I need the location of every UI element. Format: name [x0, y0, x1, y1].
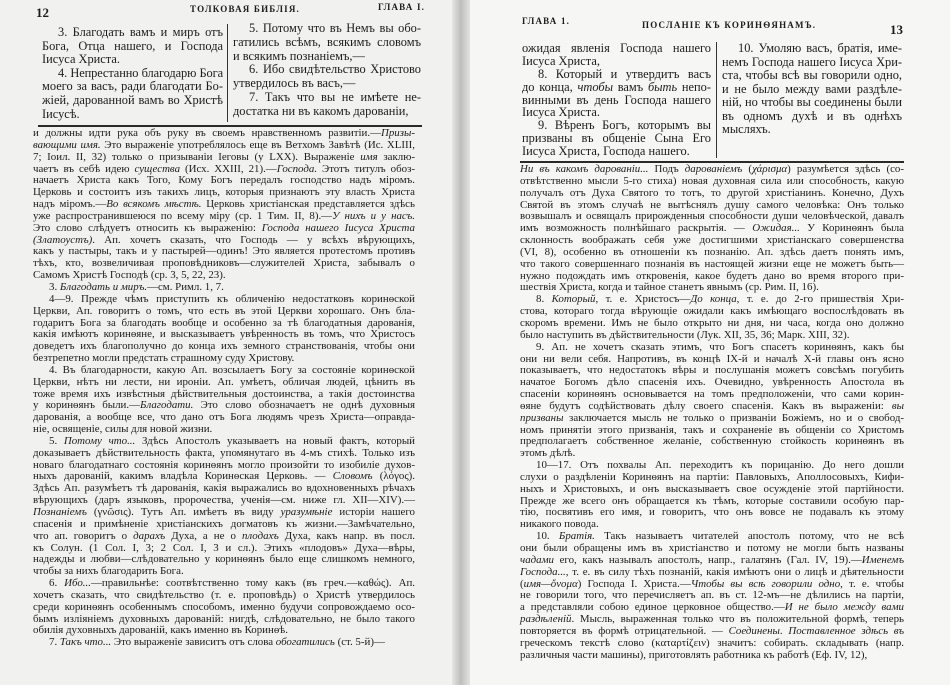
text-line: [233, 22, 421, 36]
text-run: 3. Благодать вамъ и миръ отъ: [58, 25, 223, 39]
text-run: склонность воображать себя уже достигшими христіанскаго совершенства: [520, 234, 904, 247]
text-run: доведетъ ихъ благополучно до конца ихъ земного странствованія, чтобы они: [33, 340, 415, 353]
text-run: Это слово обозначаетъ не однѣ духовныя: [193, 399, 415, 412]
text-run: различныя части машины), приготовлять работника къ работѣ (Еф. IV, 12),: [520, 648, 868, 661]
text-run: Это выраженіе употреблялось еще въ Ветхомъ Завѣтѣ (Ис. XLIII,: [100, 138, 415, 151]
text-run: , т. е. до 2-го пришествія Хри-: [736, 293, 904, 306]
text-run: Самомъ Христѣ Господѣ (ср. 3, 5, 22, 23).: [33, 269, 226, 282]
italic-term: раздѣленій: [520, 613, 572, 626]
text-run: Бога, Отца нашего, и Господа: [42, 38, 223, 53]
italic-term: вы: [891, 399, 904, 412]
text-run: его, какъ называлъ апостолъ, напр., галатянъ (Гал. IV, 19).—: [554, 553, 862, 566]
text-run: среди коринѳянъ особеннымъ способомъ, именно будучи сопровождаемо осо-: [33, 600, 415, 613]
text-run: у коринѳянъ были.—: [33, 399, 141, 412]
italic-term: имя: [360, 150, 378, 163]
text-run: стова, котораго тогда вѣрующіе ожидали какъ имѣющаго воспослѣдовать въ: [520, 305, 904, 318]
running-title: ТОЛКОВАЯ БИБЛІЯ.: [190, 4, 300, 14]
text-run: тѣхъ, кто, возвеличивая проповѣдниковъ—служителей Христа, забывалъ о: [33, 257, 415, 270]
paragraph: [33, 637, 415, 649]
text-run: Это слово слѣдуетъ относить къ выраженію:: [33, 221, 262, 234]
text-run: спасеніи коринѳянъ основывается на томъ предположеніи, что сами корин-: [520, 388, 904, 401]
text-run: въ одномъ духѣ и въ однѣхъ: [722, 108, 902, 123]
text-run: хочетъ сказать, что свидѣтельство (т. е. проповѣдь) о Христѣ утвердилось: [33, 588, 415, 601]
text-run: достатка ни въ какомъ дарованіи,: [233, 103, 409, 118]
text-run: 7.: [49, 636, 60, 649]
verse-column-left: [42, 26, 223, 121]
italic-term: призваны: [520, 411, 564, 424]
text-line: [42, 94, 223, 108]
text-run: 4. Въ благодарности, какую Ап. возсылаетъ Богу за состояніе коринѳской: [49, 363, 415, 376]
italic-term: Соединены: [728, 624, 780, 637]
text-run: а представляли собою единое церковное общество.—: [520, 601, 785, 614]
text-run: что ап. говоритъ о: [33, 529, 134, 542]
italic-term: чтобы: [577, 79, 613, 94]
text-run: не говорили того, что перечисляетъ ап. въ ст. 12-мъ—не дѣлились на партіи,: [520, 589, 904, 602]
text-run: Прежде же всего онъ обращается къ тѣмъ, которые составили особую пар-: [520, 494, 904, 507]
text-run: .: [779, 624, 783, 637]
text-run: новаго благодатнаго состоянія коринѳянъ могло произойти то изобиліе духов-: [33, 458, 415, 471]
text-run: (Исх. XXIII, 21).—: [180, 162, 277, 175]
italic-term: Такъ что...: [59, 636, 112, 649]
text-run: жіей, дарованной вамъ во Христѣ: [42, 92, 223, 107]
text-run: скоромъ времени. Имъ не было открыто ни дня, ни часа, когда оно должно: [520, 316, 904, 329]
text-run: было наступить въ дѣйствительности (Лук. XII, 35, 36; Марк. XIII, 32).: [520, 328, 850, 341]
text-run: заключается мысль не только о призваніи Божіемъ, но и о свобод-: [563, 411, 904, 424]
text-line: [233, 36, 421, 50]
text-run: повторяется въ формѣ отрицательной. —: [520, 624, 729, 637]
text-run: получалъ отъ Духа Святого то тотъ, то другой христіанинъ. Конечно, Духъ: [520, 186, 904, 199]
text-run: ожидая явленія Господа нашего: [522, 41, 711, 55]
text-run: 10. Умоляю васъ, братія, име-: [738, 41, 902, 55]
italic-term: обогатились: [275, 636, 335, 649]
text-run: винными въ день Господа нашего: [522, 92, 711, 107]
text-line: [233, 50, 421, 64]
text-run: . Мысль, выраженная только что въ положительной формѣ, теперь: [571, 613, 904, 626]
text-run: (: [520, 577, 524, 590]
paragraph: [233, 63, 421, 91]
text-run: Іисусѣ.: [42, 106, 80, 121]
text-run: 6.: [49, 577, 65, 590]
italic-term: Во всякомъ мѣстѣ.: [106, 198, 202, 211]
text-run: надъ міромъ.—: [33, 198, 107, 211]
text-run: дарованія, а вообще все, что дано отъ Бога людямъ чрезъ Христа—оправда-: [33, 411, 415, 424]
text-run: возвышалъ и освящалъ прирожденныя способности души человѣческой, давалъ: [520, 210, 904, 223]
text-run: призваны въ общеніе Сына Его: [522, 131, 711, 146]
paragraph: [522, 68, 711, 120]
text-line: [42, 67, 223, 81]
running-title: ПОСЛАНІЕ КЪ КОРИНѲЯНАМЪ.: [642, 20, 817, 30]
text-run: шествія Христа, когда и тайное станетъ явнымъ (ср. Рим. II, 16).: [520, 281, 819, 294]
text-run: —см. Римл. 1, 7.: [147, 280, 224, 293]
text-run: ) Господа I. Христа.—: [577, 577, 691, 590]
text-run: (ст. 5-й)—: [334, 636, 385, 649]
text-run: 9. Ап. не хочетъ сказать этимъ, что Богъ спасетъ коринѳянъ, какъ бы: [536, 340, 904, 353]
paragraph: [520, 531, 904, 661]
text-run: какъ у пастыры, такъ и у пастырей—одинъ! Это является протестомъ противъ: [33, 245, 415, 258]
paragraph: [233, 91, 421, 119]
text-run: ніе, освященіе, силы для новой жизни.: [33, 423, 213, 436]
text-run: гатились всѣмъ, всякимъ словомъ: [233, 34, 421, 49]
italic-term: имя—ὄνομα: [523, 577, 578, 590]
italic-term: Познаніемъ: [33, 506, 87, 518]
italic-term: Именемъ: [861, 553, 904, 566]
italic-term: Ни въ какомъ дарованіи...: [520, 163, 649, 175]
italic-term: Чтобы вы всѣ говорили одно: [690, 577, 841, 590]
text-run: уже распространившеюся по всему міру (ср. 1 Тим. II, 8).—: [33, 209, 333, 222]
chapter-heading: ГЛАВА 1.: [522, 16, 571, 26]
text-run: номъ принятіи этого призванія, такъ и сохраненіе въ общеніи со Христомъ: [520, 423, 904, 436]
italic-term: (Златоустъ): [33, 233, 93, 246]
commentary-text: [33, 128, 415, 649]
text-run: ѳяне будутъ содѣйствовать дѣлу своего спасенія. Какъ въ выраженіи:: [520, 399, 892, 412]
text-run: Духа, какъ напр. въ посл.: [278, 529, 415, 542]
text-run: Здѣсь Апостолъ указываетъ на новый фактъ, который: [135, 434, 415, 447]
text-line: [722, 83, 902, 97]
text-run: Церкви, нѣтъ ни лести, ни ироніи. Ап. умѣетъ, обличая людей, цѣнить въ: [33, 375, 415, 388]
italic-term: χάρισμα: [752, 163, 788, 175]
text-run: нужно подождать имъ откровенія, какое будетъ дано во время второго при-: [520, 269, 904, 282]
text-run: Духа, а не о: [165, 529, 242, 542]
text-run: исторіи нашего: [332, 506, 415, 518]
text-line: [520, 436, 904, 448]
text-run: , т. е. чтобы: [840, 577, 904, 590]
italic-term: Благодать и миръ.: [59, 280, 148, 293]
text-run: Іисуса Христа,: [522, 53, 600, 68]
text-run: 7. Такъ что вы не имѣете не-: [249, 89, 421, 104]
text-line: [233, 77, 421, 91]
text-run: 8.: [536, 293, 552, 306]
text-run: 4—9. Прежде чѣмъ приступить къ обличенію недостатковъ коринѳской: [49, 292, 415, 305]
text-run: —правильнѣе: соотвѣтственно тому какъ (въ греч.—καθώς). Ап.: [90, 577, 416, 590]
column-divider: [227, 24, 228, 122]
paragraph: [520, 460, 904, 531]
paragraph: [722, 42, 902, 137]
italic-term: вающими имя.: [33, 138, 101, 151]
italic-term: И не было между вами: [784, 601, 904, 614]
paragraph: [33, 128, 415, 282]
text-run: чтобы за нихъ благодарить Бога.: [33, 565, 184, 578]
paragraph: [520, 342, 904, 460]
italic-term: У нихъ и у насъ.: [332, 209, 415, 222]
text-run: Іисуса Христа, Господа нашего.: [522, 144, 690, 159]
text-run: они ни вели себя. Напротивъ, въ концѣ IX-й и началѣ X-й главы онъ ясно: [520, 352, 904, 365]
italic-term: Господа нашего Іисуса Христа: [261, 221, 416, 234]
paragraph: [42, 26, 223, 67]
italic-term: Господа...: [520, 565, 566, 578]
text-line: [233, 91, 421, 105]
text-run: непо-: [677, 79, 711, 94]
paragraph: [33, 578, 415, 637]
text-run: этомъ дѣлѣ.: [520, 447, 576, 460]
text-run: тію, посвятивъ его имя, и говоритъ, что онъ вовсе не подавалъ къ этому: [520, 506, 904, 519]
italic-term: дарахъ: [133, 529, 166, 542]
italic-term: уразумѣніе: [280, 506, 333, 518]
text-run: . Ап. хочетъ сказать, что Господь — у всѣхъ вѣрующихъ,: [92, 233, 415, 246]
text-run: что такого совершеннаго познанія въ настоящей жизни еще не можетъ быть—: [520, 257, 904, 270]
text-line: [42, 26, 223, 40]
text-run: никакого повода.: [520, 518, 599, 531]
left-page: [0, 0, 458, 685]
text-line: [42, 53, 223, 67]
italic-term: Который: [551, 293, 596, 306]
paragraph: [522, 42, 711, 68]
text-run: 9. Вѣренъ Богъ, которымъ вы: [538, 118, 711, 133]
text-run: до конца,: [522, 79, 578, 94]
text-run: Святой въ этомъ случаѣ не вытѣснялъ душу самого человѣка: Онъ только: [520, 198, 904, 211]
text-line: [722, 123, 902, 137]
text-run: и должны идти рука объ руку въ своемъ нравственномъ развитіи.—: [33, 127, 381, 139]
text-run: Іисуса Христа.: [522, 105, 600, 120]
text-run: 10—17. Отъ похвалы Ап. переходитъ къ порицанію. До него дошли: [536, 459, 904, 472]
paragraph: [33, 294, 415, 365]
text-run: Іисуса Христа.: [42, 52, 120, 67]
text-run: они были обращены имъ въ христіанство и потому не могли быть названы: [520, 542, 904, 554]
italic-term: Поставленное здѣсь въ: [782, 624, 904, 637]
text-run: Церкви, Ап. говоритъ о томъ, что есть въ этой Церкви хорошаго. Онъ бла-: [33, 304, 415, 317]
italic-term: существа: [134, 162, 181, 175]
text-run: 8. Который и утвердитъ васъ: [538, 66, 711, 81]
text-run: 3.: [49, 280, 60, 293]
text-run: Этотъ титулъ обоз-: [317, 162, 415, 175]
text-run: заклю-: [377, 150, 415, 163]
text-run: годаритъ Бога за благодать вообще и особенно за тѣ благодатныя дарованія,: [33, 316, 415, 329]
italic-term: дарованіемъ: [684, 163, 743, 175]
right-page: [470, 0, 950, 685]
italic-term: Ибо...: [64, 577, 91, 590]
text-run: Церковь христіанская представляется здѣсь: [201, 198, 415, 211]
paragraph: [42, 67, 223, 121]
text-run: ныхъ и Христовыхъ, и онъ высказываетъ свое осужденіе этой партійности.: [520, 482, 904, 495]
text-line: [722, 110, 902, 124]
text-line: [722, 96, 902, 110]
text-run: 10.: [536, 530, 559, 543]
text-line: [520, 650, 904, 662]
text-run: отвѣтственно мысли 5-го стиха) новая духовная сила или способность, какую: [520, 174, 904, 187]
text-run: и не было между вами раздѣле-: [722, 81, 902, 96]
text-run: тоже время ихъ извѣстныя дѣйствительныя достоинства, а такія достоинства: [33, 387, 415, 400]
text-run: 7; Іоил. II, 32) только о призываніи Іеговы (у LXX). Выраженіе: [33, 150, 361, 163]
text-run: (λόγος).: [372, 470, 415, 483]
paragraph: [522, 119, 711, 158]
text-run: моего за васъ, ради благодати Бо-: [42, 79, 223, 94]
text-line: [42, 80, 223, 94]
paragraph: [520, 164, 904, 294]
page-number: 13: [890, 22, 903, 37]
text-run: Здѣсь Ап. разумѣетъ тѣ дарованія, какія выражались во вдохновенныхъ рѣчахъ: [33, 482, 415, 495]
paragraph: [33, 365, 415, 436]
text-run: (VI, 8), особенно въ отношеніи къ познанію. Ап. здѣсь даетъ понять имъ,: [520, 245, 904, 258]
italic-term: Словомъ: [332, 470, 373, 483]
paragraph: [233, 22, 421, 63]
text-run: и всякимъ познаніемъ,—: [233, 48, 365, 63]
text-run: начатое Богомъ дѣло спасенія ихъ. Очевидно, увѣренность Апостола въ: [520, 376, 904, 389]
text-line: [233, 63, 421, 77]
text-run: ній, но чтобы вы соединены были: [722, 95, 902, 109]
text-run: ста, чтобы всѣ вы говорили одно,: [722, 68, 902, 82]
text-run: вѣрующихъ (даръ языковъ, пророчества, ученія—см. ниже гл. XII—XIV).—: [33, 494, 415, 507]
text-line: [42, 108, 223, 122]
text-run: начаетъ Христа какъ Того, Кому Богъ передалъ господство надъ міромъ.: [33, 174, 415, 187]
verse-column-right: [233, 22, 421, 119]
text-run: утвердилось въ васъ,—: [233, 76, 356, 91]
column-divider: [716, 42, 717, 158]
text-run: какія имѣютъ коринѳяне, и высказываетъ увѣренность въ томъ, что Христосъ: [33, 328, 415, 341]
italic-term: До конца: [690, 293, 737, 306]
commentary-text: [520, 164, 904, 661]
text-run: У Коринѳянъ была: [799, 222, 904, 235]
italic-term: плодахъ: [241, 529, 279, 542]
text-run: немъ Господа нашего Іисуса Хри-: [722, 54, 902, 69]
text-run: Это выраженіе зависитъ отъ слова: [111, 636, 276, 649]
italic-term: Благодати.: [140, 399, 194, 412]
italic-term: чадами: [520, 553, 554, 566]
text-run: обилія духовныхъ дарованій, какъ именно въ Коринѳѣ.: [33, 624, 288, 637]
text-run: доказываетъ дѣйствительность факта, упомянутаго въ 4-мъ стихѣ. Только изъ: [33, 446, 415, 459]
verse-column-left: [522, 42, 711, 158]
italic-term: Потому что...: [63, 434, 136, 447]
text-run: слухи о раздѣленіи Коринѳянъ на партіи: Павловыхъ, Аполлосовыхъ, Кифи-: [520, 470, 904, 483]
italic-term: Братія.: [558, 530, 595, 543]
text-run: показываетъ, что недостатокъ вѣры и послушанія можетъ совсѣмъ погубить: [520, 364, 904, 377]
chapter-heading: ГЛАВА I.: [378, 2, 426, 12]
text-run: бымъ изліяніемъ духовныхъ дарованій: нигдѣ, слѣдовательно, не было такого: [33, 612, 415, 625]
text-run: (: [742, 163, 753, 175]
text-run: спасенія и примѣненіе христіанскихъ догматовъ къ жизни.—Замѣчательно,: [33, 517, 415, 530]
text-line: [722, 42, 902, 56]
text-run: чаетъ въ себѣ идею: [33, 162, 135, 175]
page-number: 12: [36, 5, 49, 20]
text-line: [33, 637, 415, 649]
text-run: мысляхъ.: [722, 122, 771, 136]
italic-term: Призы-: [380, 127, 415, 139]
text-line: [233, 105, 421, 119]
text-run: (γνῶσις). Тутъ Ап. имѣетъ въ виду: [86, 506, 281, 518]
text-line: [722, 69, 902, 83]
text-run: надежды и любви—слѣдовательно у коринѳянъ было еще слишкомъ немного,: [33, 553, 415, 566]
verse-column-right: [722, 42, 902, 137]
text-line: [522, 145, 711, 158]
text-run: , т. е. Христосъ—: [595, 293, 691, 306]
text-run: греческомъ текстѣ слово (καταρτίζειν) значитъ: собирать. складывать (напр.: [520, 636, 904, 649]
text-line: [42, 40, 223, 54]
text-run: Церковь и состоитъ изъ такихъ лицъ, которыя признаютъ эту власть Христа: [33, 186, 415, 199]
text-run: имъ возможность полнѣйшаго раскрытія. —: [520, 222, 753, 235]
italic-term: Господа.: [276, 162, 318, 175]
text-run: Такъ называетъ читателей апостолъ потому, что не всѣ: [594, 530, 904, 543]
italic-term: Ожидая...: [752, 222, 800, 235]
text-run: 5. Потому что въ Немъ вы обо-: [249, 21, 421, 35]
text-run: къ Солун. (1 Сол. I, 3; 2 Сол. I, 3 и сл.). Этихъ «плодовъ» Духа—вѣры,: [33, 541, 415, 554]
text-run: 5.: [49, 434, 64, 447]
text-run: ) разумѣется здѣсь (со-: [787, 163, 904, 175]
paragraph: [33, 436, 415, 578]
italic-term: быть: [647, 79, 678, 94]
text-run: ныхъ дарованій, какимъ владѣла Коринѳская Церковь. —: [33, 470, 333, 483]
text-run: 6. Ибо свидѣтельство Христово: [249, 62, 421, 77]
paragraph: [520, 294, 904, 341]
text-run: , т. е. въ силу тѣхъ познаній, какія имѣютъ они о лицѣ и дѣятельности: [565, 565, 904, 578]
text-run: предполагаетъ собственное желаніе, собственную стойкость коринѳянъ въ: [520, 435, 904, 448]
text-run: безтрепетно могли предстать страшному суду Христову.: [33, 352, 295, 365]
text-run: 4. Непрестанно благодарю Бога: [58, 65, 223, 80]
text-line: [722, 56, 902, 70]
text-run: вамъ: [612, 79, 648, 94]
text-run: Подъ: [648, 163, 685, 175]
